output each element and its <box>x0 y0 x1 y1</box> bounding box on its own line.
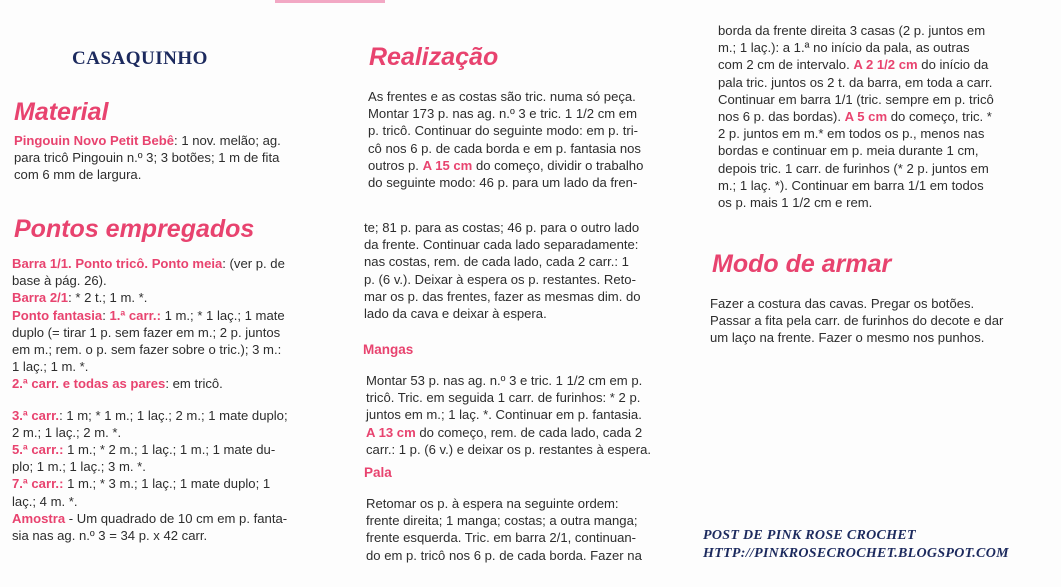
material-line: : 1 nov. melão; ag. <box>174 133 281 148</box>
pontos-line: sia nas ag. n.º 3 = 34 p. x 42 carr. <box>12 528 208 544</box>
pontos-heading: Pontos empregados <box>14 215 255 243</box>
realizacao-line: mar os p. das frentes, fazer as mesmas dim. do <box>364 288 641 304</box>
measure-highlight: A 5 cm <box>844 109 888 125</box>
pontos-line: : em tricô. <box>165 376 223 392</box>
pontos-label: 5.ª carr.: <box>12 442 64 458</box>
mangas-line: Montar 53 p. nas ag. n.º 3 e tric. 1 1/2 cm em p. <box>366 373 643 388</box>
col3-line: com 2 cm de intervalo. <box>718 57 854 73</box>
col3-line: do começo, tric. * <box>887 109 992 125</box>
top-pink-bar <box>275 0 385 3</box>
mangas-line: carr.: 1 p. (6 v.) e deixar os p. restantes à espera. <box>366 441 652 457</box>
pala-heading: Pala <box>364 465 392 480</box>
credit-line: POST DE PINK ROSE CROCHET <box>703 528 916 543</box>
measure-highlight: A 15 cm <box>422 157 473 173</box>
pontos-label: Barra 1/1. Ponto tricô. Ponto meia <box>12 256 223 271</box>
pala-line: frente esquerda. Tric. em barra 2/1, continuan- <box>366 530 637 546</box>
modo-heading: Modo de armar <box>712 250 892 278</box>
mangas-heading: Mangas <box>363 342 414 357</box>
pontos-line: 2 m.; 1 laç.; 2 m. *. <box>12 424 122 440</box>
modo-line: Fazer a costura das cavas. Pregar os botões. <box>710 296 975 311</box>
realizacao-line: p. (6 v.). Deixar à espera os p. restantes. Reto- <box>364 271 636 287</box>
material-text <box>14 132 344 184</box>
col3-line: m.; 1 laç.): a 1.ª no início da pala, as outras <box>718 40 970 56</box>
realizacao-line: lado da cava e deixar à espera. <box>364 306 547 322</box>
pontos-line: 1 m.; * 2 m.; 1 laç.; 1 m.; 1 mate du- <box>63 442 276 458</box>
modo-line: um laço na frente. Fazer o mesmo nos punhos. <box>710 330 985 346</box>
pontos-label: Barra 2/1 <box>12 290 69 306</box>
realizacao-text-cont <box>364 219 699 322</box>
pontos-line: - Um quadrado de 10 cm em p. fanta- <box>65 510 288 526</box>
col3-line: 2 p. juntos em m.* em todos os p., menos nas <box>718 126 985 142</box>
pontos-line: : * 2 t.; 1 m. *. <box>68 290 148 306</box>
material-heading: Material <box>14 98 109 126</box>
pontos-label: 7.ª carr.: <box>12 476 64 492</box>
realizacao-line: p. tricô. Continuar do seguinte modo: em p. tri- <box>368 123 639 139</box>
col3-line: borda da frente direita 3 casas (2 p. juntos em <box>718 23 986 38</box>
col3-line: nos 6 p. das bordas). <box>718 109 845 125</box>
pontos-line: : (ver p. de <box>222 256 285 271</box>
pontos-label: 3.ª carr. <box>12 407 60 423</box>
col3-line: m.; 1 laç. *). Continuar em barra 1/1 em todos <box>718 177 984 193</box>
modo-text <box>710 295 1055 347</box>
realizacao-line: Montar 173 p. nas ag. n.º 3 e tric. 1 1/2 cm em <box>368 106 637 122</box>
pontos-line: base à pág. 26). <box>12 273 107 289</box>
pala-text <box>366 495 701 564</box>
col3-line: do início da <box>917 57 989 73</box>
pontos-label: 1.ª carr.: <box>109 307 161 323</box>
pontos-line: : <box>102 307 110 323</box>
mangas-line: juntos em m.; 1 laç. *. Continuar em p. fantasia. <box>366 407 642 423</box>
pala-line: Retomar os p. à espera na seguinte ordem: <box>366 496 619 511</box>
realizacao-line: te; 81 p. para as costas; 46 p. para o outro lado <box>364 220 640 235</box>
material-line: com 6 mm de largura. <box>14 167 142 183</box>
realizacao-line: As frentes e as costas são tric. numa só peça. <box>368 89 636 104</box>
pontos-line: : 1 m; * 1 m.; 1 laç.; 2 m.; 1 mate duplo; <box>59 407 288 423</box>
col3-text <box>718 22 1053 211</box>
col3-line: depois tric. 1 carr. de furinhos (* 2 p. juntos em <box>718 160 989 176</box>
col3-line: os p. mais 1 1/2 cm e rem. <box>718 195 873 211</box>
pontos-label: 2.ª carr. e todas as pares <box>12 376 166 392</box>
pattern-title: CASAQUINHO <box>72 48 208 69</box>
pontos-label: Ponto fantasia <box>12 307 103 323</box>
pontos-line: em m.; rem. o p. sem fazer sobre o tric.); 3 m.: <box>12 342 282 358</box>
pontos-line: 1 m.; * 3 m.; 1 laç.; 1 mate duplo; 1 <box>63 476 271 492</box>
realizacao-line: nas costas, rem. de cada lado, cada 2 carr.: 1 <box>364 254 629 270</box>
measure-highlight: A 13 cm <box>366 424 416 440</box>
pala-line: frente direita; 1 manga; costas; a outra manga; <box>366 513 638 529</box>
col3-line: bordas e continuar em p. meia durante 1 cm, <box>718 143 979 159</box>
pontos-line: 1 m.; * 1 laç.; 1 mate <box>160 307 285 323</box>
pontos-line: plo; 1 m.; 1 laç.; 3 m. *. <box>12 459 146 475</box>
pala-line: do em p. tricô nos 6 p. de cada borda. Fazer na <box>366 547 642 563</box>
material-yarn: Pingouin Novo Petit Bebê <box>14 133 175 148</box>
measure-highlight: A 2 1/2 cm <box>853 57 918 73</box>
pontos-line: 1 laç.; 1 m. *. <box>12 359 89 375</box>
realizacao-line: da frente. Continuar cada lado separadamente: <box>364 237 639 253</box>
realizacao-text <box>368 88 698 191</box>
realizacao-line: outros p. <box>368 157 423 173</box>
realizacao-line: do seguinte modo: 46 p. para um lado da fren- <box>368 175 638 191</box>
col3-line: Continuar em barra 1/1 (tric. sempre em p. tricô <box>718 91 994 107</box>
pontos-line: laç.; 4 m. *. <box>12 493 78 509</box>
pontos-line: duplo (= tirar 1 p. sem fazer em m.; 2 p. juntos <box>12 324 281 340</box>
material-line: para tricô Pingouin n.º 3; 3 botões; 1 m de fita <box>14 150 280 166</box>
credit-url[interactable]: HTTP://PINKROSECROCHET.BLOGSPOT.COM <box>703 546 1009 561</box>
realizacao-line: cô nos 6 p. de cada borda e em p. fantasia nos <box>368 140 641 156</box>
mangas-text <box>366 372 701 458</box>
col3-line: pala tric. juntos os 2 t. da barra, em toda a carr. <box>718 74 993 90</box>
mangas-line: tricô. Tric. em seguida 1 carr. de furinhos: * 2 p. <box>366 390 641 406</box>
pontos-text <box>12 255 347 544</box>
mangas-line: do começo, rem. de cada lado, cada 2 <box>415 424 643 440</box>
modo-line: Passar a fita pela carr. de furinhos do decote e dar <box>710 313 1004 329</box>
pontos-label: Amostra <box>12 510 66 526</box>
realizacao-line: do começo, dividir o trabalho <box>472 157 644 173</box>
realizacao-heading: Realização <box>369 43 499 71</box>
